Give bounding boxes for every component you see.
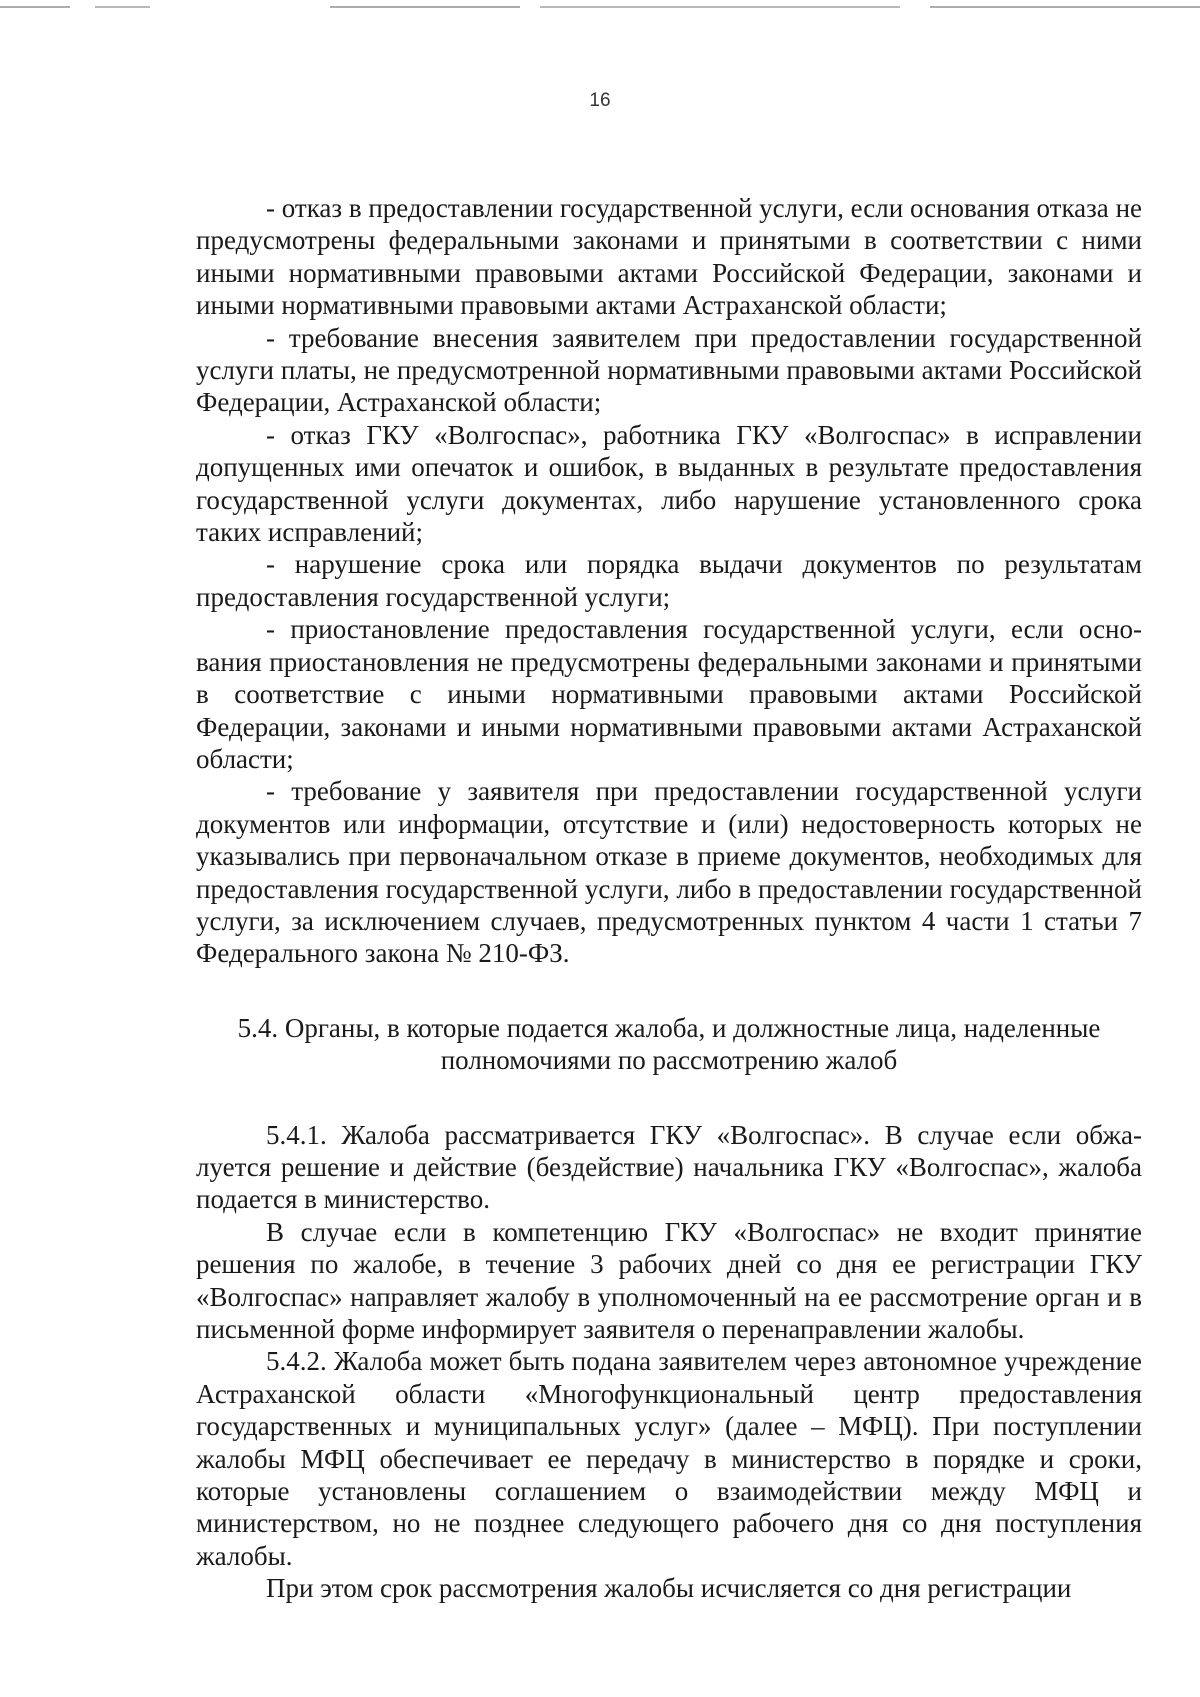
list-item-correction-refusal: - отказ ГКУ «Волгоспас», работника ГКУ «Волгоспас» в исправлении допущенных ими опечаток и ошибок, в выданных в результате предоставления государственной услуги документах, либо нарушение установленного срока таких исправлений; [196,419,1142,548]
section-heading: 5.4. Органы, в которые подается жалоба, и должностные лица, наделенные полномочиями по рассмотрению жалоб [237,1012,1101,1076]
page-number: 16 [589,90,611,111]
list-item-deadline-violation: - нарушение срока или порядка выдачи документов по результатам предоставления государственной услуги; [196,549,1142,612]
paragraph-redirect: В случае если в компетенцию ГКУ «Волгоспас» не входит принятие решения по жалобе, в течение 3 рабочих дней со дня ее регистрации ГКУ «Волгоспас» направляет жалобу в уполномоченный на ее рассмотрение орган и в письменной форме информирует заявителя о перенаправлении жалобы. [196,1216,1142,1344]
paragraph-deadline: При этом срок рассмотрения жалобы исчисляется со дня регистрации [266,1573,1072,1604]
list-item-fee-demand: - требование внесения заявителем при предоставлении государственной услуги платы, не предусмотренной нормативными правовыми актами Российской Федерации, Астраханской области; [196,322,1142,418]
paragraph-5-4-2: 5.4.2. Жалоба может быть подана заявителем через автономное учреждение Астраханской области «Многофункциональный центр предоставления государственных и муниципальных услуг» (далее – МФЦ). При поступлении жалобы МФЦ обеспечивает ее передачу в министерство в порядке и сроки, которые установлены соглашением о взаимодействии между МФЦ и министерством, но не позднее следующего рабочего дня со дня поступления жалобы. [196,1346,1142,1571]
document-body [196,192,1142,1605]
list-item-refusal: - отказ в предоставлении государственной услуги, если основания отказа не предусмотрены федеральными законами и принятыми в соответствии с ними иными нормативными правовыми актами Российской Федерации, законами и иными нормативными правовыми актами Астраханской области; [196,193,1142,321]
list-item-document-demand: - требование у заявителя при предоставлении государственной услуги документов или информации, отсутствие и (или) недостоверность которых не указывались при первоначальном отказе в приеме документов, необходимых для предоставления государственной услуги, либо в предоставлении государственной услуги, за исключением случаев, предусмотренных пунктом 4 части 1 статьи 7 Федерального закона № 210-ФЗ. [196,776,1142,969]
list-item-suspension: - приостановление предоставления государственной услуги, если основания приостановления не предусмотрены федеральными законами и принятыми в соответствие с иными нормативными правовыми актами Российской Федерации, законами и иными нормативными правовыми актами Астраханской области; [196,614,1142,774]
scan-edge-artifact [0,6,1200,8]
paragraph-5-4-1: 5.4.1. Жалоба рассматривается ГКУ «Волгоспас». В случае если обжалуется решение и действие (бездействие) начальника ГКУ «Волгоспас», жалоба подается в министерство. [196,1119,1142,1215]
